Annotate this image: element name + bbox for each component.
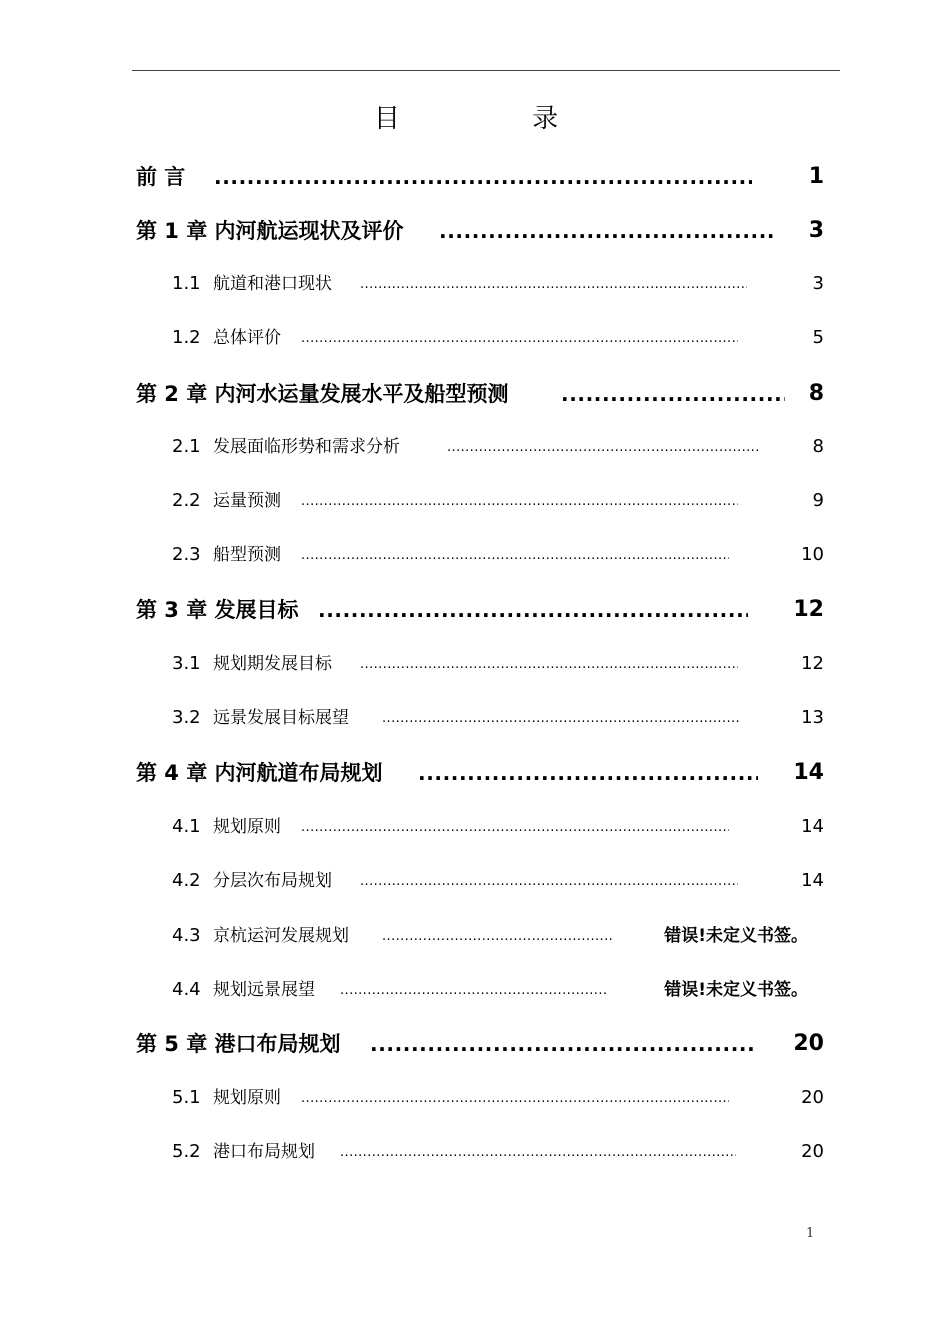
toc-leader: [340, 1135, 736, 1171]
toc-entry-label: 港口布局规划: [213, 1142, 315, 1162]
toc-leader: [439, 214, 773, 248]
toc-section-number: 4.3: [172, 925, 201, 946]
toc-page-number: 3: [808, 218, 824, 243]
toc-entry-label: 京杭运河发展规划: [213, 926, 349, 946]
toc-leader: [382, 701, 740, 737]
toc-entry-chapter-5[interactable]: [0, 1027, 950, 1061]
toc-section-number: 5.2: [172, 1141, 201, 1162]
toc-page-number: 20: [801, 1141, 824, 1162]
toc-entry-section-2-1[interactable]: [0, 430, 950, 464]
toc-entry-section-1-1[interactable]: [0, 267, 950, 301]
toc-entry-label: 分层次布局规划: [213, 871, 332, 891]
toc-entry-section-4-1[interactable]: [0, 810, 950, 844]
toc-leader: [382, 919, 612, 955]
toc-page-error: 错误!未定义书签。: [664, 980, 808, 1000]
toc-leader: [360, 267, 747, 303]
toc-entry-label: 运量预测: [213, 491, 281, 511]
toc-entry-section-3-2[interactable]: [0, 701, 950, 735]
toc-page-number: 14: [793, 760, 824, 785]
toc-page-number: 12: [801, 653, 824, 674]
toc-entry-section-4-3[interactable]: [0, 919, 950, 953]
toc-leader: [301, 321, 738, 357]
toc-entry-label: 规划期发展目标: [213, 654, 332, 674]
toc-leader: [301, 538, 729, 574]
toc-page-number: 14: [801, 816, 824, 837]
toc-section-number: 4.1: [172, 816, 201, 837]
toc-entry-label: 前 言: [136, 165, 186, 189]
toc-title: 目 录: [373, 104, 621, 134]
toc-leader: [370, 1027, 754, 1061]
header-rule: [132, 70, 840, 71]
toc-entry-section-2-3[interactable]: [0, 538, 950, 572]
page-number: 1: [806, 1226, 815, 1241]
toc-section-number: 3.1: [172, 653, 201, 674]
toc-entry-chapter-3[interactable]: [0, 593, 950, 627]
toc-page-number: 8: [808, 381, 824, 406]
toc-entry-label: 总体评价: [213, 328, 281, 348]
toc-section-number: 1.1: [172, 273, 201, 294]
toc-entry-label: 航道和港口现状: [213, 274, 332, 294]
toc-entry-label: 第 5 章 港口布局规划: [136, 1032, 341, 1056]
toc-leader: [561, 377, 785, 411]
toc-section-number: 2.2: [172, 490, 201, 511]
toc-leader: [418, 756, 758, 790]
toc-entry-section-1-2[interactable]: [0, 321, 950, 355]
toc-entry-label: 远景发展目标展望: [213, 708, 349, 728]
toc-entry-label: 第 3 章 发展目标: [136, 598, 299, 622]
toc-section-number: 4.4: [172, 979, 201, 1000]
toc-page-number: 3: [812, 273, 824, 294]
toc-page-number: 1: [808, 164, 824, 189]
toc-section-number: 3.2: [172, 707, 201, 728]
toc-section-number: 4.2: [172, 870, 201, 891]
toc-entry-section-5-2[interactable]: [0, 1135, 950, 1169]
toc-section-number: 1.2: [172, 327, 201, 348]
toc-section-number: 2.1: [172, 436, 201, 457]
toc-entry-label: 发展面临形势和需求分析: [213, 437, 400, 457]
toc-leader: [214, 160, 752, 194]
toc-entry-preface[interactable]: [0, 160, 950, 194]
toc-entry-label: 规划原则: [213, 817, 281, 837]
toc-entry-label: 船型预测: [213, 545, 281, 565]
toc-page-error: 错误!未定义书签。: [664, 926, 808, 946]
toc-page-number: 13: [801, 707, 824, 728]
toc-entry-chapter-4[interactable]: [0, 756, 950, 790]
toc-entry-label: 第 4 章 内河航道布局规划: [136, 761, 383, 785]
toc-entry-section-5-1[interactable]: [0, 1081, 950, 1115]
toc-leader: [301, 484, 738, 520]
toc-page-number: 20: [793, 1031, 824, 1056]
toc-entry-chapter-2[interactable]: [0, 377, 950, 411]
toc-entry-label: 第 1 章 内河航运现状及评价: [136, 219, 404, 243]
toc-entry-label: 规划原则: [213, 1088, 281, 1108]
toc-entry-label: 第 2 章 内河水运量发展水平及船型预测: [136, 382, 509, 406]
toc-page-number: 14: [801, 870, 824, 891]
toc-leader: [360, 864, 738, 900]
toc-entry-section-3-1[interactable]: [0, 647, 950, 681]
toc-section-number: 5.1: [172, 1087, 201, 1108]
toc-entry-section-4-2[interactable]: [0, 864, 950, 898]
toc-leader: [318, 593, 748, 627]
toc-page-number: 5: [812, 327, 824, 348]
toc-page-number: 8: [812, 436, 824, 457]
toc-page-number: 10: [801, 544, 824, 565]
toc-entry-section-2-2[interactable]: [0, 484, 950, 518]
toc-page-number: 9: [812, 490, 824, 511]
toc-entry-label: 规划远景展望: [213, 980, 315, 1000]
toc-leader: [447, 430, 760, 466]
toc-page-number: 20: [801, 1087, 824, 1108]
toc-entry-chapter-1[interactable]: [0, 214, 950, 248]
toc-leader: [301, 810, 729, 846]
toc-leader: [301, 1081, 729, 1117]
toc-leader: [340, 973, 606, 1009]
toc-page-number: 12: [793, 597, 824, 622]
toc-leader: [360, 647, 738, 683]
toc-entry-section-4-4[interactable]: [0, 973, 950, 1007]
toc-section-number: 2.3: [172, 544, 201, 565]
